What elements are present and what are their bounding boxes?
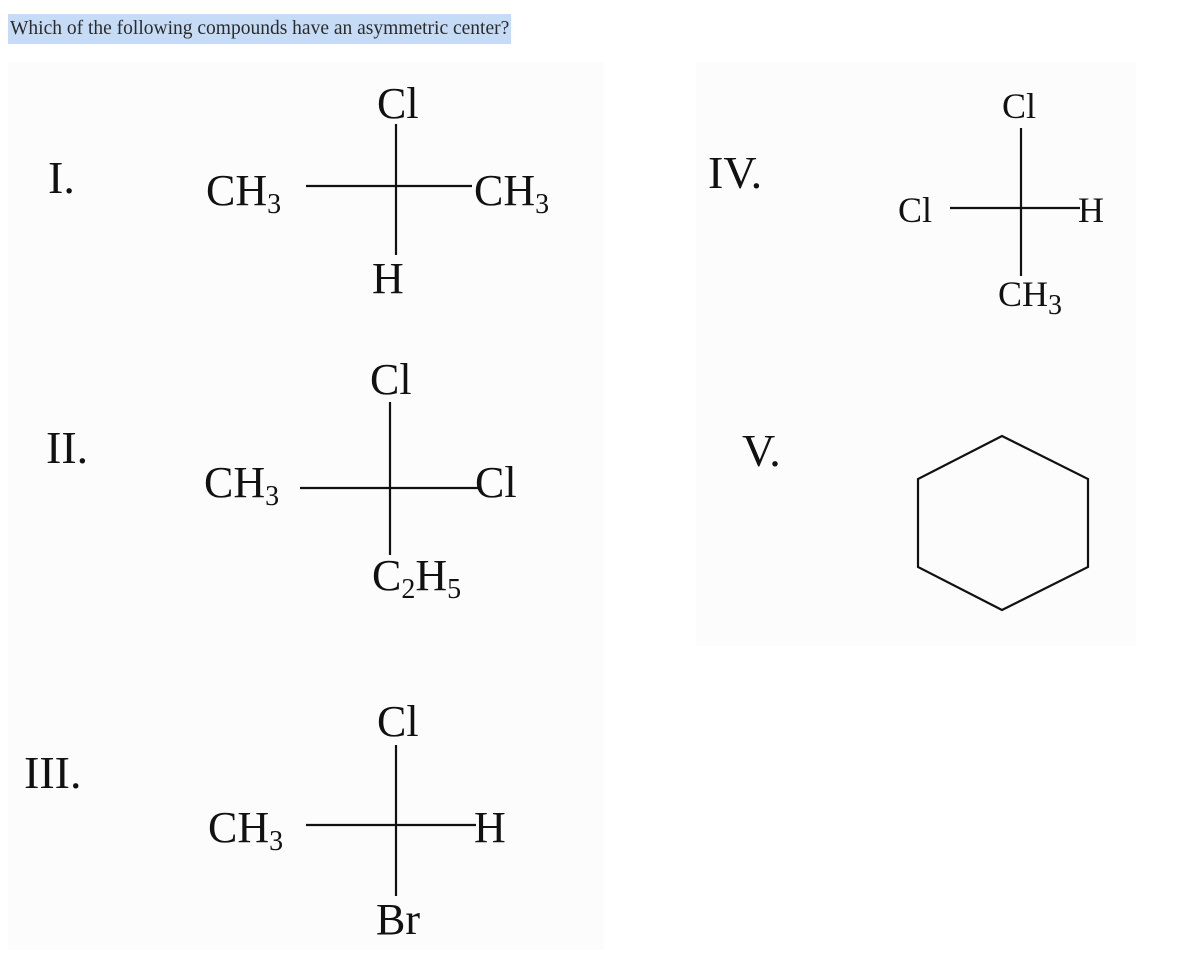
compound-iii [24, 697, 506, 944]
compound-iii-bottom-substituent: Br [376, 895, 420, 944]
compound-iii-left-group [208, 803, 283, 857]
compound-i-right-main: CH [474, 166, 536, 215]
compound-iv-bottom-main: CH [998, 274, 1049, 314]
compound-ii [46, 355, 517, 605]
compound-iii-right-substituent: H [474, 803, 506, 852]
compound-ii-bottom-h: H [415, 551, 448, 600]
compound-iii-top-substituent: Cl [377, 697, 419, 746]
compound-ii-left-main: CH [204, 458, 266, 507]
compound-ii-numeral: II. [46, 422, 89, 473]
compound-i-left-sub: 3 [267, 189, 282, 220]
compound-ii-right-substituent: Cl [475, 458, 517, 507]
compound-iv-bottom-sub: 3 [1048, 290, 1063, 321]
compound-i-right-sub: 3 [535, 189, 550, 220]
cyclohexane-ring [918, 436, 1088, 610]
compound-i-right-group [474, 166, 549, 220]
compound-ii-left-sub: 3 [265, 481, 280, 512]
compound-iii-left-sub: 3 [269, 826, 284, 857]
compound-i-left-main: CH [206, 166, 268, 215]
compound-ii-bottom-c-sub: 2 [401, 574, 416, 605]
compound-i-top-substituent: Cl [377, 79, 419, 128]
compound-i-left-group [206, 166, 281, 220]
compound-iv [708, 86, 1104, 321]
compound-ii-left-group [204, 458, 279, 512]
compound-iv-numeral: IV. [708, 147, 763, 198]
question-text: Which of the following compounds have an asymmetric center? [8, 14, 511, 44]
compound-iv-right-substituent: H [1078, 190, 1104, 230]
compound-iii-left-main: CH [208, 803, 270, 852]
compound-v-numeral: V. [742, 425, 781, 476]
compound-ii-bottom-c: C [372, 551, 402, 600]
compound-iv-bottom-group [998, 274, 1062, 321]
compound-v [742, 425, 1088, 610]
compound-iii-numeral: III. [24, 747, 82, 798]
compound-ii-top-substituent: Cl [370, 355, 412, 404]
compound-iv-top-substituent: Cl [1002, 86, 1037, 126]
compound-ii-bottom-h-sub: 5 [447, 574, 462, 605]
compound-iv-left-substituent: Cl [898, 190, 933, 230]
compound-i [48, 79, 549, 303]
compound-ii-bottom-group [372, 551, 461, 605]
compound-i-numeral: I. [48, 152, 75, 203]
compound-i-bottom-substituent: H [372, 254, 404, 303]
